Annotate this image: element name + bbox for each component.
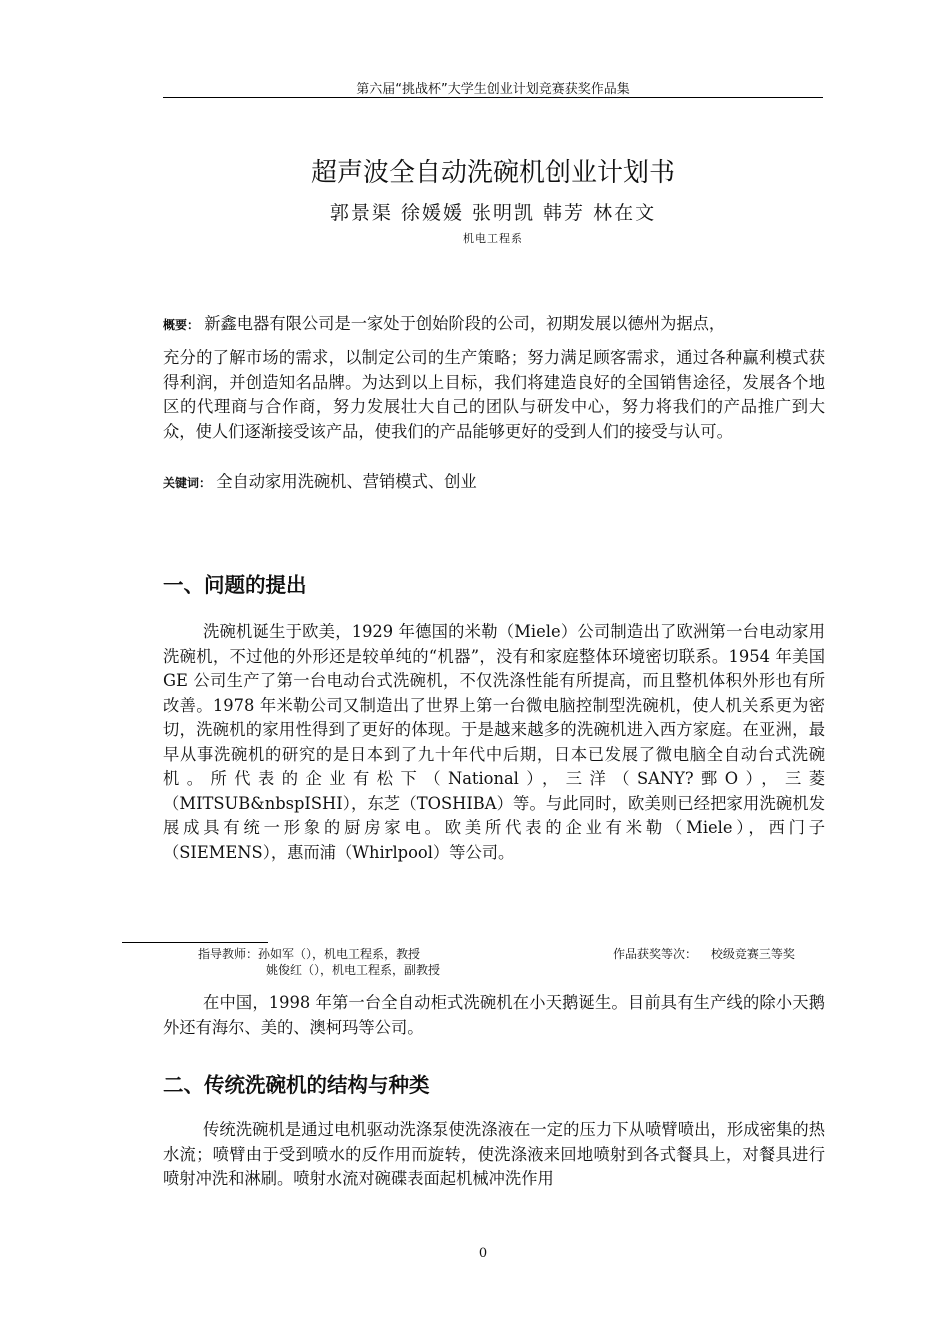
keywords-line	[163, 470, 825, 496]
award-info	[613, 946, 795, 962]
award-label: 作品获奖等次：	[613, 947, 698, 961]
authors: 郭景渠 徐媛媛 张明凯 韩芳 林在文	[329, 202, 657, 224]
keywords-value: 全自动家用洗碗机、营销模式、创业	[216, 472, 477, 491]
abstract-first-text: 新鑫电器有限公司是一家处于创始阶段的公司，初期发展以德州为据点，	[204, 314, 726, 333]
department: 机电工程系	[463, 232, 523, 245]
section1-paragraph-2: 在中国，1998 年第一台全自动柜式洗碗机在小天鹅诞生。目前具有生产线的除小天鹅外还有海尔、美的、澳柯玛等公司。	[163, 993, 825, 1037]
section2-heading: 二、传统洗碗机的结构与种类	[163, 1073, 430, 1097]
page-number: 0	[478, 1246, 488, 1261]
advisor-line-2: 姚俊红（），机电工程系，副教授	[266, 963, 441, 977]
document-title: 超声波全自动洗碗机创业计划书	[310, 158, 675, 188]
abstract-label: 概要：	[163, 318, 200, 332]
abstract-body: 充分的了解市场的需求，以制定公司的生产策略；努力满足顾客需求，通过各种赢利模式获得利润，并创造知名品牌。为达到以上目标，我们将建造良好的全国销售途径，发展各个地区的代理商与合作商，努力发展壮大自己的团队与研发中心，努力将我们的产品推广到大众，使人们逐渐接受该产品，使我们的产品能够更好的受到人们的接受与认可。	[163, 348, 825, 441]
advisor-line-1: 指导教师：孙如军（），机电工程系，教授	[198, 947, 421, 961]
section1-heading: 一、问题的提出	[163, 573, 307, 597]
section2-paragraph-1: 传统洗碗机是通过电机驱动洗涤泵使洗涤液在一定的压力下从喷臂喷出，形成密集的热水流；喷臂由于受到喷水的反作用而旋转，使洗涤液来回地喷射到各式餐具上，对餐具进行喷射冲洗和淋刷。喷射水流对碗碟表面起机械冲洗作用	[163, 1120, 825, 1188]
header-rule	[163, 97, 823, 98]
abstract-first-line	[163, 312, 825, 337]
running-header: 第六届“挑战杯”大学生创业计划竞赛获奖作品集	[356, 82, 630, 97]
footnote-rule	[122, 942, 268, 943]
keywords-label: 关键词：	[163, 476, 212, 490]
award-value: 校级竞赛三等奖	[710, 947, 795, 961]
section1-paragraph-1: 洗碗机诞生于欧美，1929 年德国的米勒（Miele）公司制造出了欧洲第一台电动家用洗碗机，不过他的外形还是较单纯的“机器”，没有和家庭整体环境密切联系。1954 年美国 GE 公司生产了第一台电动台式洗碗机，不仅洗涤性能有所提高，而且整机体积外形也有所改善。1978 年米勒公司又制造出了世界上第一台微电脑控制型洗碗机，使人机关系更为密切，洗碗机的家用性得到了更好的体现。于是越来越多的洗碗机进入西方家庭。在亚洲，最早从事洗碗机的研究的是日本到了九十年代中后期，日本已发展了微电脑全自动台式洗碗机。所代表的企业有松下（National），三洋（SANY?鄄O），三菱（MITSUB&nbspISHI），东芝（TOSHIBA）等。与此同时，欧美则已经把家用洗碗机发展成具有统一形象的厨房家电。欧美所代表的企业有米勒（Miele），西门子（SIEMENS），惠而浦（Whirlpool）等公司。	[163, 622, 825, 862]
